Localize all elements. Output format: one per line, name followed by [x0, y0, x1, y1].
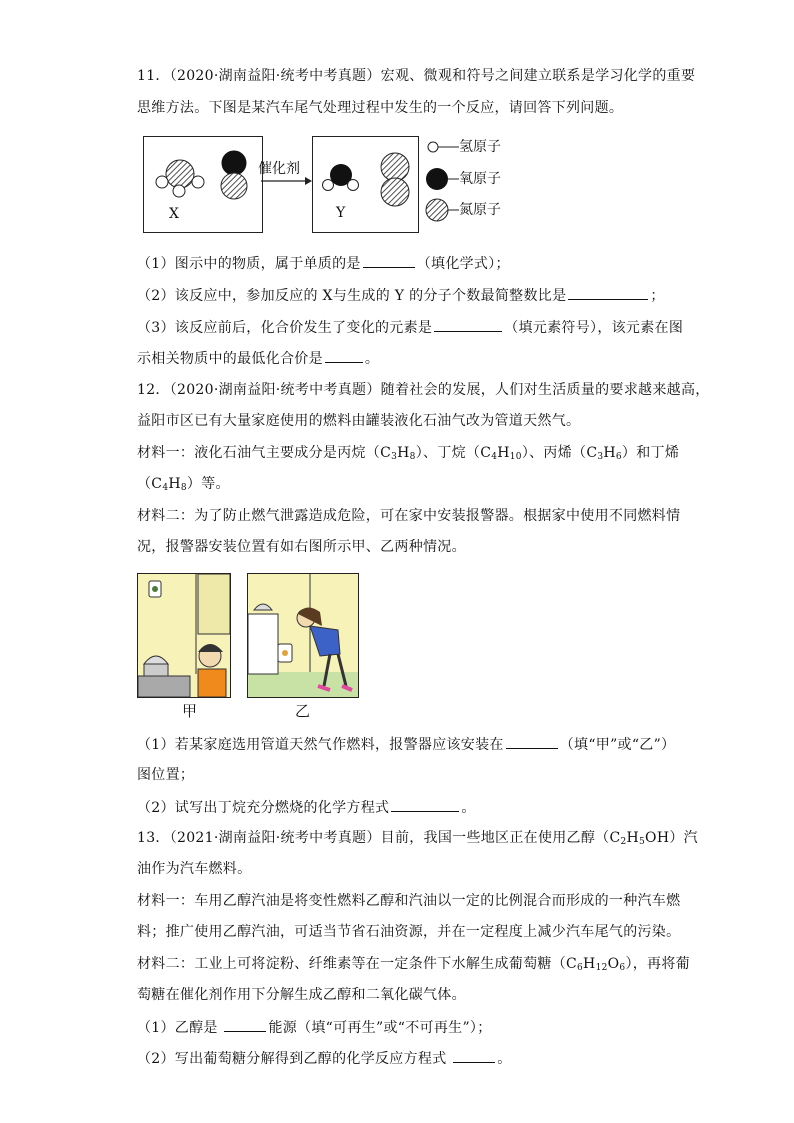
- catalyst-label: 催化剂: [258, 161, 300, 177]
- label-y: Y: [336, 205, 346, 221]
- nitrogen-legend-icon: [426, 199, 448, 221]
- q12-material1-line1: 材料一：液化石油气主要成分是丙烷$(C_3H_8)$、丁烷$(C_4H_{10})$、丙烯$(C_3H_6)$和丁烯: [137, 445, 680, 462]
- q13-stem-line2: 油作为汽车燃料。: [137, 861, 252, 877]
- nitrogen-atom: [166, 160, 194, 188]
- reaction-arrow: [261, 176, 313, 186]
- reactant-box: [143, 136, 263, 233]
- hydrogen-atom: [348, 180, 359, 191]
- picture-yi: [247, 573, 359, 698]
- label-x: X: [169, 206, 179, 222]
- nitrogen-atom: [381, 153, 409, 181]
- oxygen-atom: [222, 151, 246, 175]
- hydrogen-atom: [323, 180, 334, 191]
- hydrogen-atom: [173, 185, 185, 197]
- q13-material2-line2: 萄糖在催化剂作用下分解生成乙醇和二氧化碳气体。: [137, 987, 466, 1003]
- product-box: [312, 136, 419, 233]
- q13-material2-line1: 材料二：工业上可将淀粉、纤维素等在一定条件下水解生成葡萄糖$(C_6H_{12}O_6)$，再将葡: [137, 956, 690, 973]
- nitrogen-atom: [381, 178, 409, 206]
- kitchen-scene-yi: [248, 574, 358, 697]
- picture-jia: [137, 573, 231, 698]
- legend-symbols: [425, 136, 461, 226]
- q13-stem-line1: 13．（2021·湖南益阳·统考中考真题）目前，我国一些地区正在使用乙醇$(C_2H_5OH)$汽: [137, 830, 698, 847]
- q11-part3-line2: 示相关物质中的最低化合价是 。: [137, 348, 379, 369]
- q13-part1: （1）乙醇是 能源（填“可再生”或“不可再生”）；: [137, 1017, 492, 1038]
- q12-part1-line2: 图位置；: [137, 767, 195, 783]
- legend-oxygen: 氧原子: [459, 171, 501, 187]
- q12-stem-line2: 益阳市区已有大量家庭使用的燃料由罐装液化石油气改为管道天然气。: [137, 413, 581, 429]
- q12-material2-line1: 材料二：为了防止燃气泄露造成危险，可在家中安装报警器。根据家中使用不同燃料情: [137, 508, 681, 524]
- q12-part2: （2）试写出丁烷充分燃烧的化学方程式 。: [137, 797, 476, 818]
- q13-material1-line2: 料；推广使用乙醇汽油，可适当节省石油资源，并在一定程度上减少汽车尾气的污染。: [137, 924, 681, 940]
- q12-stem-line1: 12．（2020·湖南益阳·统考中考真题）随着社会的发展，人们对生活质量的要求越来越高，: [137, 382, 710, 398]
- q12-material2-line2: 况，报警器安装位置有如右图所示甲、乙两种情况。: [137, 539, 466, 555]
- q13-material1-line1: 材料一：车用乙醇汽油是将变性燃料乙醇和汽油以一定的比例混合而形成的一种汽车燃: [137, 893, 681, 909]
- q11-part2: （2）该反应中，参加反应的 X与生成的 Y 的分子个数最简整数比是 ；: [137, 285, 665, 306]
- product-molecules: [313, 137, 418, 232]
- legend-hydrogen: 氢原子: [459, 139, 501, 155]
- q13-part2: （2）写出葡萄糖分解得到乙醇的化学反应方程式 。: [137, 1048, 512, 1069]
- hydrogen-legend-icon: [428, 142, 438, 152]
- legend-nitrogen: 氮原子: [459, 202, 501, 218]
- hydrogen-atom: [192, 176, 204, 188]
- kitchen-scene-jia: [138, 574, 230, 697]
- q11-stem-line1: 11．（2020·湖南益阳·统考中考真题）宏观、微观和符号之间建立联系是学习化学的重要: [137, 68, 696, 84]
- q12-material1-line2: $(C_4H_8)$等。: [137, 476, 230, 493]
- q11-stem-line2: 思维方法。下图是某汽车尾气处理过程中发生的一个反应，请回答下列问题。: [137, 100, 624, 116]
- q11-part1: （1）图示中的物质，属于单质的是 （填化学式）；: [137, 253, 510, 274]
- oxygen-legend-icon: [426, 168, 448, 190]
- q12-part1-line1: （1）若某家庭选用管道天然气作燃料，报警器应该安装在 （填“甲”或“乙”）: [137, 734, 675, 755]
- caption-jia: 甲: [182, 702, 198, 720]
- caption-yi: 乙: [295, 702, 311, 720]
- nitrogen-atom: [221, 173, 247, 199]
- reactant-molecules: [144, 137, 262, 232]
- q11-part3-line1: （3）该反应前后，化合价发生了变化的元素是 （填元素符号），该元素在图: [137, 317, 683, 338]
- hydrogen-atom: [156, 176, 168, 188]
